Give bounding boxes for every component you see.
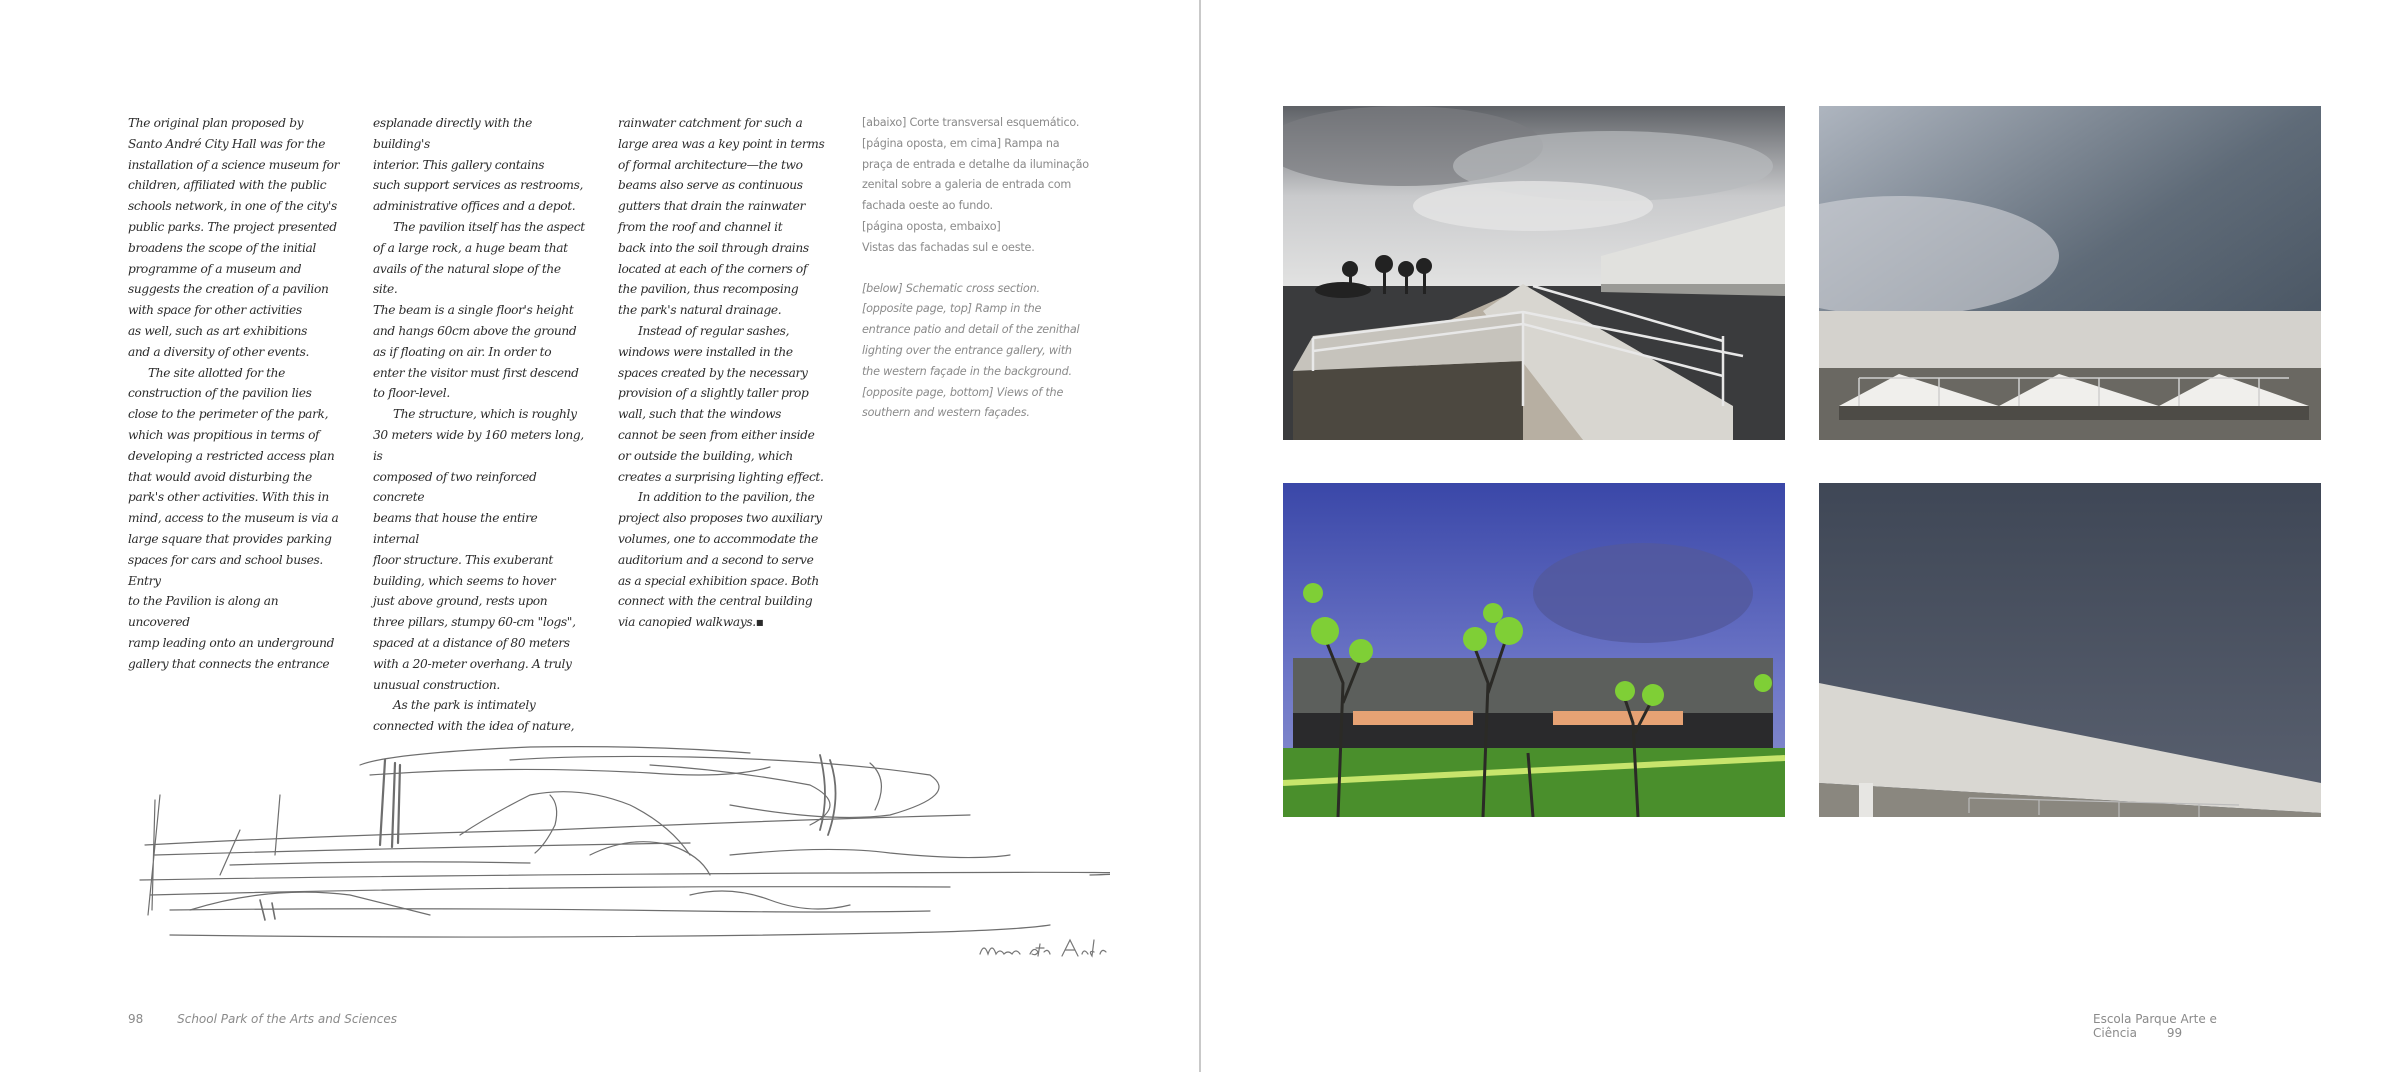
caption-english: [below] Schematic cross section. [opposite page, top] Ramp in the entrance patio and detail of the zenithal lighting over the entrance gallery, with the western façade in the background. [opposite page, bottom] Views of the southern and western façades. — [862, 281, 1080, 420]
photo-south-facade — [1283, 483, 1785, 817]
paragraph: The site allotted for the construction of the pavilion lies close to the perimeter of the park, which was propitious in terms of developing a restricted access plan that would avoid disturbing the park's other activities. With this in mind, access to the museum is via a large square that provides parking spaces for cars and school buses. Entry to the Pavilion is along an uncovered ramp leading onto an underground gallery that connects the entrance — [128, 365, 339, 671]
folio-left — [128, 1012, 397, 1026]
paragraph: Instead of regular sashes, windows were installed in the spaces created by the necessary provision of a slightly taller prop wall, such that the windows cannot be seen from either inside or outside the building, which creates a surprising lighting effect. — [618, 323, 824, 484]
running-title: Escola Parque Arte e Ciência — [2093, 1012, 2217, 1040]
page-number: 99 — [2166, 1026, 2183, 1040]
paragraph: esplanade directly with the building's interior. This gallery contains such support services as restrooms, administrative offices and a depot. — [373, 116, 584, 214]
photo-zenithal-lighting — [1819, 106, 2321, 440]
left-page — [0, 0, 1199, 1072]
cross-section-sketch — [130, 735, 1110, 965]
photo-western-facade — [1819, 483, 2321, 817]
page-number: 98 — [128, 1012, 144, 1026]
paragraph: As the park is intimately connected with the idea of nature, — [373, 698, 575, 734]
caption-portuguese: [abaixo] Corte transversal esquemático. [página oposta, em cima] Rampa na praça de entrada e detalhe da iluminação zenital sobre a galeria de entrada com fachada oeste ao fundo. [página oposta, embaixo] Vistas das fachadas sul e oeste. — [862, 116, 1089, 254]
paragraph: The structure, which is roughly 30 meters wide by 160 meters long, is composed of two reinforced concrete beams that house the entire internal floor structure. This exuberant building, which seems to hover just above ground, rests upon three pillars, stumpy 60-cm "logs", spaced at a distance of 80 meters with a 20-meter overhang. A truly unusual construction. — [373, 407, 584, 692]
sketch-signature — [978, 932, 1108, 966]
paragraph: In addition to the pavilion, the project also proposes two auxiliary volumes, one to accommodate the auditorium and a second to serve as a special exhibition space. Both connect with the central building via canopied walkways.▪ — [618, 490, 822, 630]
text-column-1 — [128, 113, 340, 675]
right-page — [1201, 0, 2400, 1072]
paragraph: The original plan proposed by Santo André City Hall was for the installation of a science museum for children, affiliated with the public schools network, in one of the city's public parks. The project presented broadens the scope of the initial programme of a museum and suggests the creation of a pavilion with space for other activities as well, such as art exhibitions and a diversity of other events. — [128, 116, 340, 359]
photo-entrance-ramp — [1283, 106, 1785, 440]
caption-block — [862, 113, 1102, 424]
text-column-3 — [618, 113, 830, 633]
paragraph: rainwater catchment for such a large area was a key point in terms of formal architecture—the two beams also serve as continuous gutters that drain the rainwater from the roof and channel it back into the soil through drains located at each of the corners of the pavilion, thus recomposing the park's natural drainage. — [618, 116, 825, 318]
folio-right — [2093, 1012, 2243, 1040]
paragraph: The pavilion itself has the aspect of a large rock, a huge beam that avails of the natural slope of the site. The beam is a single floor's height and hangs 60cm above the ground as if floating on air. In order to enter the visitor must first descend to floor-level. — [373, 219, 585, 401]
running-title: School Park of the Arts and Sciences — [177, 1012, 398, 1026]
text-column-2 — [373, 113, 585, 737]
